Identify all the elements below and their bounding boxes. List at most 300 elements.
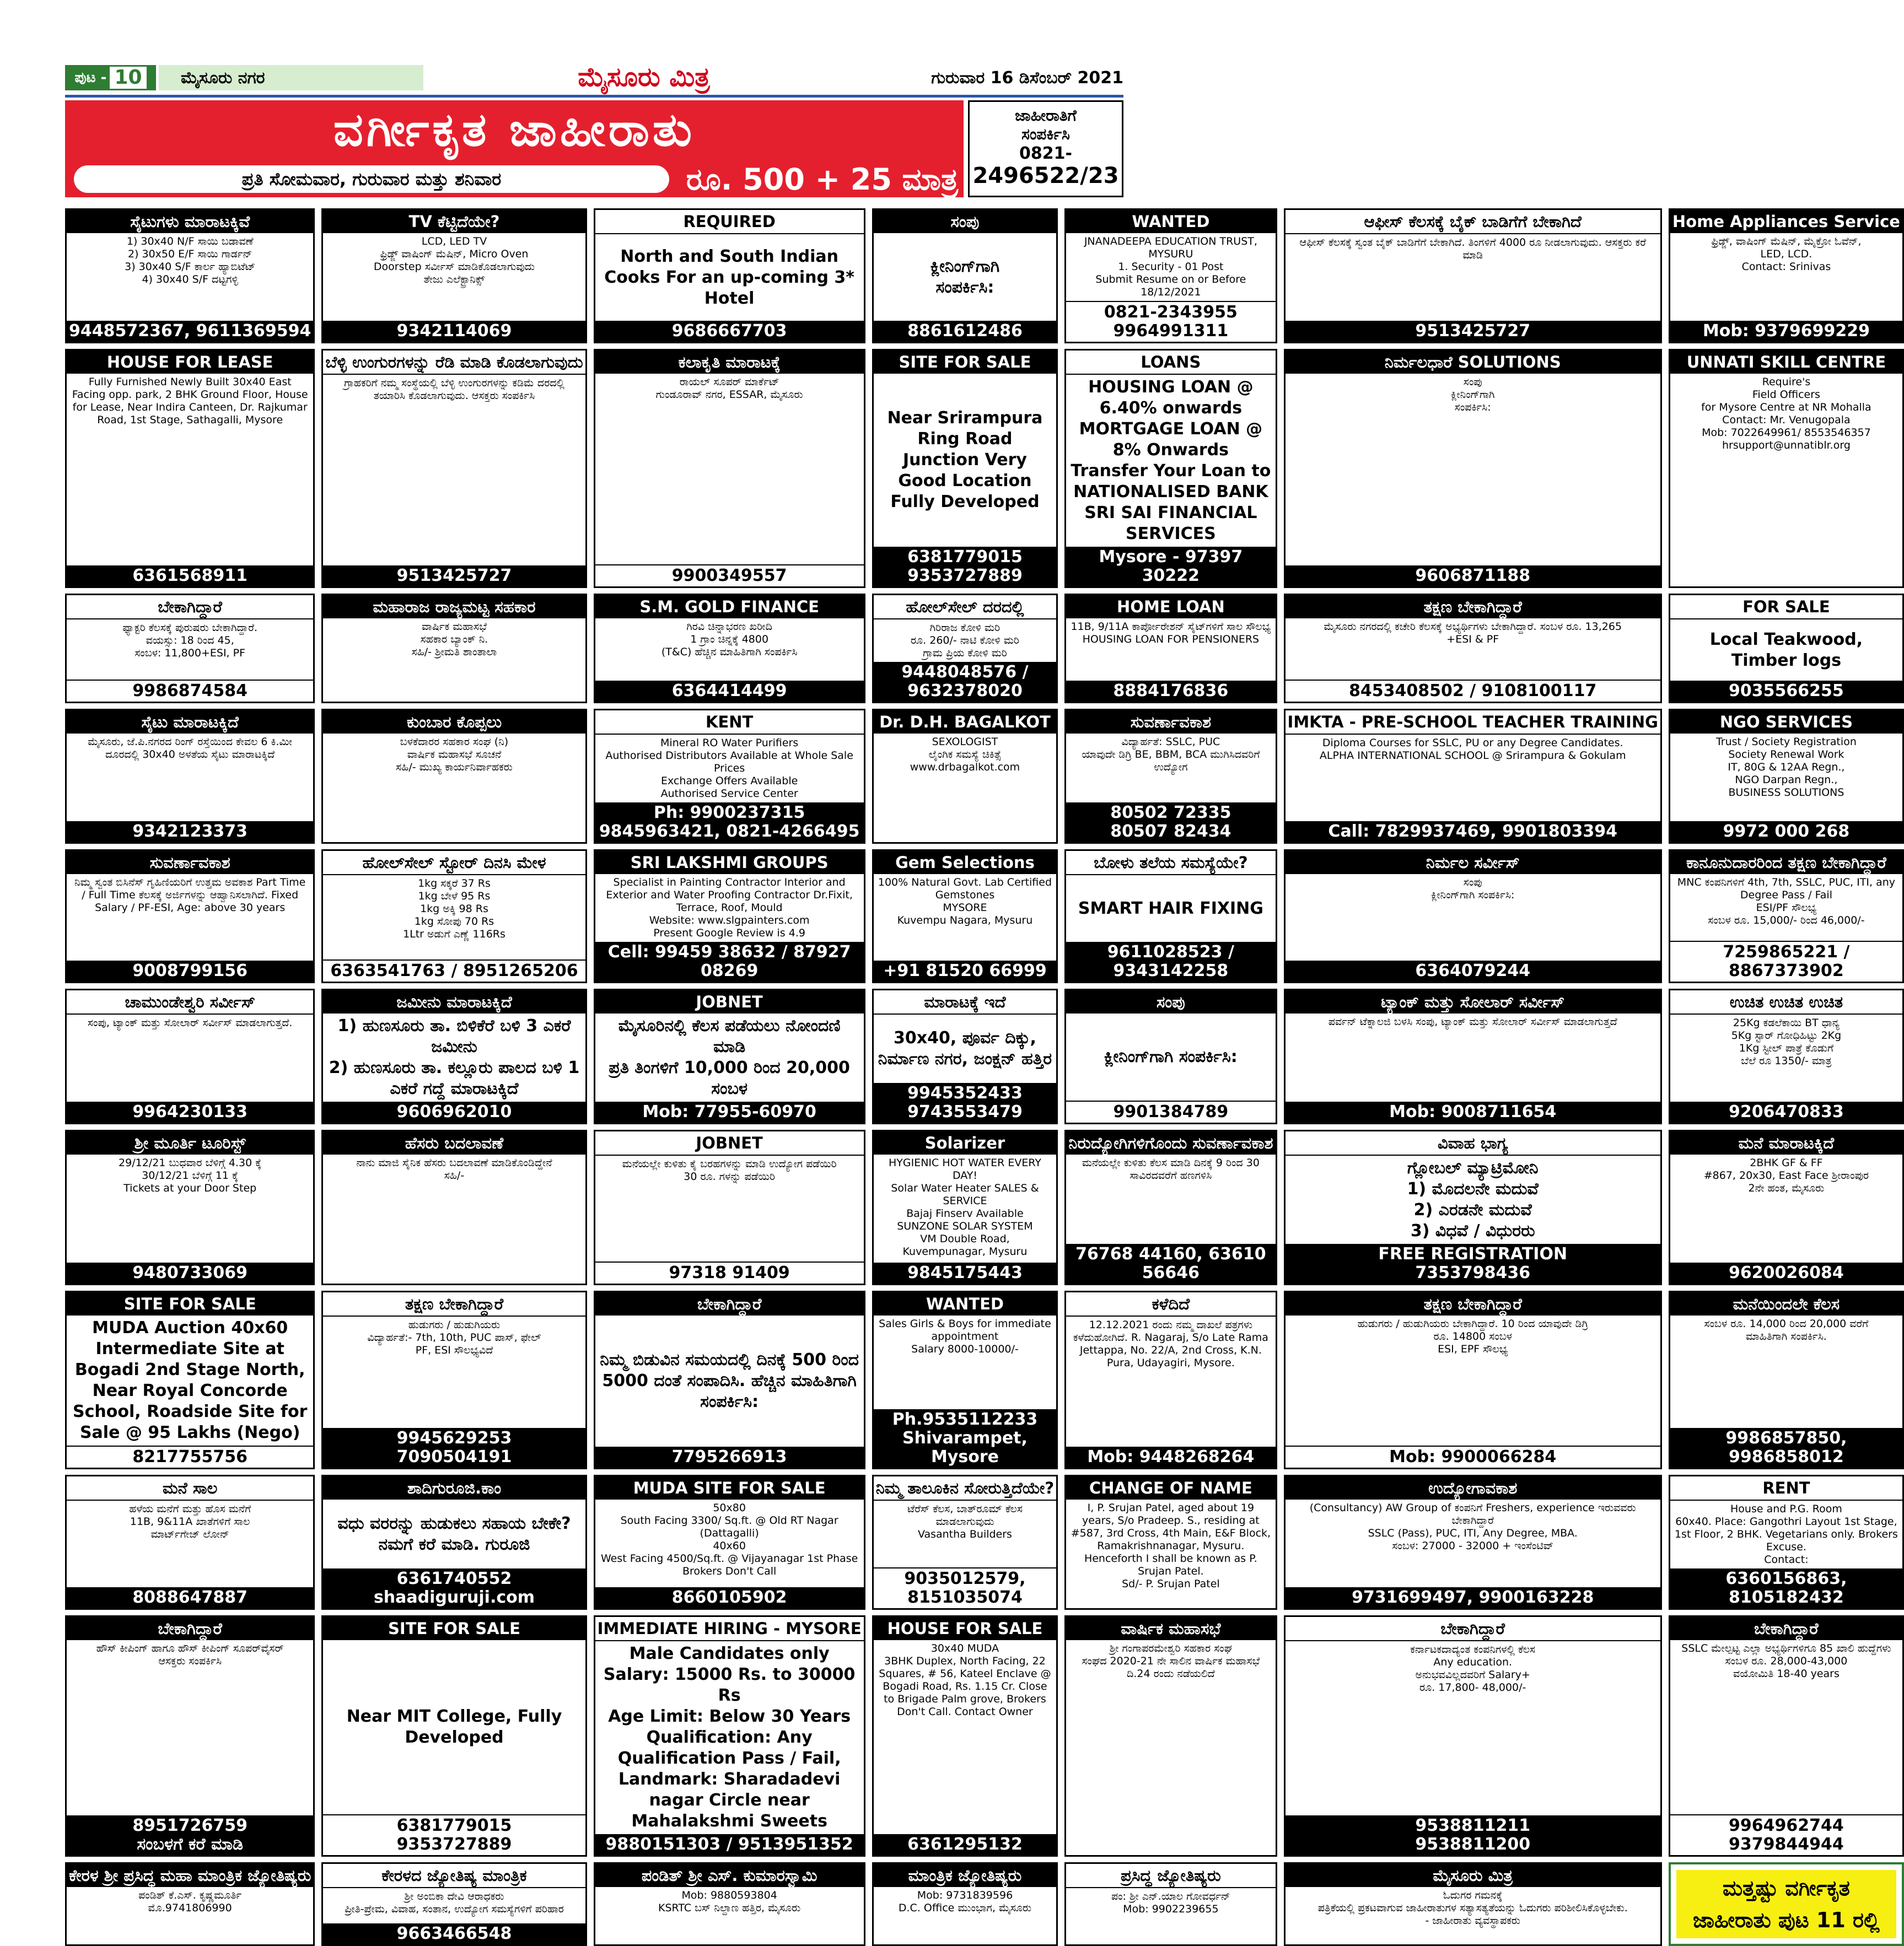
contact-phone: 2496522/23 [972, 163, 1119, 188]
ad-header: NGO SERVICES [1670, 710, 1902, 734]
ad-phone: Mob: 9379699229 [1670, 321, 1902, 342]
classified-ad [1064, 1615, 1277, 1857]
ad-header: SITE FOR SALE [874, 351, 1057, 374]
classified-ad [321, 1130, 587, 1285]
ad-body: ಕ್ಲೀನಿಂಗ್‌ಗಾಗಿ ಸಂಪರ್ಕಿಸಿ: [1104, 1047, 1238, 1066]
ad-body: 25Kg ಕಡಲೆಕಾಯಿ BT ಧಾನ್ಯ 5Kg ಸ್ಟಾರ್ ಗೋಧಿಹಿಟ್ಟು 2Kg 1Kg ಸ್ಟೀಲ್ ಪಾತ್ರೆ ಕೊಡುಗೆ ಬೆಲೆ ರೂ 1350/- ಮಾತ್ರ [1731, 1017, 1842, 1067]
classified-ad [872, 849, 1058, 983]
ad-header: Gem Selections [874, 851, 1057, 874]
ad-phone: 9606962010 [323, 1102, 585, 1123]
ad-header: ಬೇಕಾಗಿದ್ದಾರೆ [1286, 1617, 1660, 1641]
ad-header: Dr. D.H. BAGALKOT [874, 710, 1057, 734]
ad-phone: 9945629253 7090504191 [323, 1428, 585, 1468]
classifieds-banner [65, 100, 964, 197]
ad-body: ವಧು ವರರನ್ನು ಹುಡುಕಲು ಸಹಾಯ ಬೇಕೇ? ನಮಗೆ ಕರೆ ಮಾಡಿ. ಗುರೂಜಿ [337, 1513, 571, 1554]
ad-phone: 9538811211 9538811200 [1286, 1815, 1660, 1855]
ad-body: ಗಿರವಿ ಚಿನ್ನಾಭರಣ ಖರೀದಿ 1 ಗ್ರಾಂ ಚಿನ್ನಕ್ಕೆ 4800 (T&C) ಹೆಚ್ಚಿನ ಮಾಹಿತಿಗಾಗಿ ಸಂಪರ್ಕಿಸಿ [661, 621, 798, 658]
ad-phone: +91 81520 66999 [874, 961, 1057, 982]
ad-header: ವಾರ್ಷಿಕ ಮಹಾಸಭೆ [1066, 1617, 1275, 1640]
classified-ad [594, 1615, 865, 1857]
ad-body: ಗಿರಿರಾಜ ಕೋಳಿ ಮರಿ ರೂ. 260/- ನಾಟಿ ಕೋಳಿ ಮರಿ ಗ್ರಾಮ ಪ್ರಿಯ ಕೋಳಿ ಮರಿ [910, 622, 1019, 659]
classified-ad [594, 989, 865, 1124]
classified-ad [1669, 1130, 1904, 1285]
ad-body: 100% Natural Govt. Lab Certified Gemstones MYSORE Kuvempu Nagara, Mysuru [878, 876, 1052, 926]
ad-phone: 9880151303 / 9513951352 [595, 1834, 864, 1855]
ad-body: ಸಂಬಳ ರೂ. 14,000 ರಿಂದ 20,000 ವರೆಗೆ ಮಾಹಿತಿಗಾಗಿ ಸಂಪರ್ಕಿಸಿ. [1704, 1318, 1869, 1343]
ad-header: REQUIRED [595, 210, 864, 234]
ad-header: RENT [1670, 1476, 1902, 1501]
ad-header: TV ಕೆಟ್ಟಿದೆಯೇ? [323, 210, 585, 233]
ad-header: ತಕ್ಷಣ ಬೇಕಾಗಿದ್ದಾರೆ [1286, 595, 1660, 618]
ad-body: North and South Indian Cooks For an up-coming 3* Hotel [604, 246, 854, 308]
classified-ad [1284, 349, 1662, 588]
ad-body: (Consultancy) AW Group of ಕಂಪನಿಗೆ Freshers, experience ಇರುವವರು ಬೇಕಾಗಿದ್ದಾರೆ SSLC (Pass), PUC, ITI, Any Degree, MBA. ಸಂಬಳ: 27000 - 32000 + ಇಂಸೆಂಟಿವ್ [1309, 1502, 1636, 1552]
ad-body: Near Srirampura Ring Road Junction Very Good Location Fully Developed [887, 408, 1043, 511]
ad-header: ಮನೆಯಿಂದಲೇ ಕೆಲಸ [1670, 1292, 1902, 1316]
masthead-rule [65, 95, 1123, 98]
ad-body: ಆಫೀಸ್ ಕೆಲಸಕ್ಕೆ ಸ್ವಂತ ಬೈಕ್ ಬಾಡಿಗೆಗೆ ಬೇಕಾಗಿದೆ. ತಿಂಗಳಿಗೆ 4000 ರೂ ನೀಡಲಾಗುವುದು. ಆಸಕ್ತರು ಕರೆ ಮಾಡಿ [1299, 236, 1647, 261]
ad-body: Require's Field Officers for Mysore Centre at NR Mohalla Contact: Mr. Venugopala Mob: 7022649961/ 8553546357 hrsupport@unnatiblr.org [1701, 376, 1871, 451]
ad-phone: 9448572367, 9611369594 [67, 321, 313, 342]
ad-header: ಕುಂಬಾರ ಕೊಪ್ಪಲು [323, 710, 585, 734]
ad-header: ಹೋಲ್‌ಸೇಲ್ ದರದಲ್ಲಿ [874, 595, 1057, 619]
ad-body: House and P.G. Room 60x40. Place: Gangothri Layout 1st Stage, 1st Floor, 2 BHK. Vegetarians only. Brokers Excuse. Contact: [1674, 1503, 1898, 1566]
ad-phone: 8660105902 [595, 1587, 864, 1608]
classified-ad [1284, 709, 1662, 844]
ad-phone: 6361568911 [67, 565, 313, 586]
ad-header: SITE FOR SALE [67, 1292, 313, 1316]
page-number: 10 [110, 67, 146, 89]
ad-body: MNC ಕಂಪನಿಗಳಿಗೆ 4th, 7th, SSLC, PUC, ITI, any Degree Pass / Fail ESI/PF ಸೌಲಭ್ಯ ಸಂಬಳ ರೂ. 15,000/- ರಿಂದ 46,000/- [1677, 876, 1896, 926]
classified-ad [1284, 1862, 1662, 1946]
classified-ad [1064, 349, 1277, 588]
classified-ad [321, 1291, 587, 1469]
classified-ad [1284, 1615, 1662, 1857]
ad-body: ಓದುಗರ ಗಮನಕ್ಕೆ ಪತ್ರಿಕೆಯಲ್ಲಿ ಪ್ರಕಟವಾಗುವ ಜಾಹೀರಾತುಗಳ ಸತ್ಯಾಸತ್ಯತೆಯನ್ನು ಓದುಗರು ಪರಿಶೀಲಿಸಿಕೊಳ್ಳಬೇಕು. - ಜಾಹೀರಾತು ವ್ಯವಸ್ಥಾಪಕರು [1317, 1889, 1628, 1927]
ad-header: IMKTA - PRE-SCHOOL TEACHER TRAINING [1286, 710, 1660, 735]
classified-ad [1284, 1475, 1662, 1610]
classified-ad [1284, 849, 1662, 983]
ad-phone: 7259865221 / 8867373902 [1670, 941, 1902, 982]
ad-header: IMMEDIATE HIRING - MYSORE [595, 1617, 864, 1641]
ad-body: Mob: 9880593804 KSRTC ಬಸ್ ನಿಲ್ದಾಣ ಹತ್ತಿರ, ಮೈಸೂರು [658, 1889, 801, 1914]
classified-ad [872, 349, 1058, 588]
classified-ad [1669, 1475, 1904, 1610]
ad-body: ಹುಡುಗರು / ಹುಡುಗಿಯರು ವಿದ್ಯಾರ್ಹತೆ:- 7th, 10th, PUC ಪಾಸ್, ಫೇಲ್ PF, ESI ಸೌಲಭ್ಯವಿದೆ [367, 1319, 541, 1356]
ad-header: ಉಚಿತ ಉಚಿತ ಉಚಿತ [1670, 990, 1902, 1015]
ad-body: Sales Girls & Boys for immediate appointment Salary 8000-10000/- [879, 1318, 1051, 1355]
ad-phone: Ph: 9900237315 9845963421, 0821-4266495 [595, 802, 864, 842]
classified-ad [321, 1862, 587, 1946]
ad-body: ವಾರ್ಷಿಕ ಮಹಾಸಭೆ ಸಹಕಾರ ಬ್ಯಾಂಕ್ ನಿ. ಸಹಿ/- ಶ್ರೀಮತಿ ಶಾಂತಾಲಾ [411, 621, 497, 658]
classified-ad [1284, 989, 1662, 1124]
ad-phone: 9900349557 [595, 564, 864, 586]
ad-header: ಶಾದಿಗುರೂಜಿ.ಕಾಂ [323, 1476, 585, 1500]
ad-body: Diploma Courses for SSLC, PU or any Degree Candidates. ALPHA INTERNATIONAL SCHOOL @ Srirampura & Gokulam [1319, 737, 1626, 762]
ad-phone: 9611028523 / 9343142258 [1066, 942, 1275, 982]
ad-phone: 9206470833 [1670, 1102, 1902, 1123]
ad-header: ತಕ್ಷಣ ಬೇಕಾಗಿದ್ದಾರೆ [1286, 1292, 1660, 1316]
ad-body: I, P. Srujan Patel, aged about 19 years, S/o Pradeep. S., residing at #587, 3rd Cross, 4th Main, E&F Block, Ramakrishnanagar, Mysuru. Henceforth I shall be known as P. Srujan Patel. Sd/- P. Srujan Patel [1071, 1502, 1271, 1590]
ad-header: ಮೈಸೂರು ಮಿತ್ರ [1286, 1864, 1660, 1887]
ad-body: Near MIT College, Fully Developed [346, 1707, 562, 1747]
ad-phone: Mysore - 97397 30222 [1066, 547, 1275, 586]
ad-body: 30x40, ಪೂರ್ವ ದಿಕ್ಕು, ನಿರ್ಮಾಣ ನಗರ, ಜಂಕ್ಷನ್ ಹತ್ತಿರ [878, 1028, 1052, 1069]
ad-phone: 9448048576 / 9632378020 [874, 662, 1057, 702]
classified-ad [872, 594, 1058, 703]
ad-header: ನಿರುದ್ಯೋಗಿಗಳಿಗೊಂದು ಸುವರ್ಣಾವಕಾಶ [1066, 1131, 1275, 1155]
classified-ad [594, 208, 865, 343]
classified-ad [594, 1291, 865, 1469]
ad-header: ಬೇಕಾಗಿದ್ದಾರೆ [67, 1617, 313, 1640]
ad-header: ಜಮೀನು ಮಾರಾಟಕ್ಕಿದೆ [323, 990, 585, 1014]
classified-ad [321, 349, 587, 588]
ad-header: S.M. GOLD FINANCE [595, 595, 864, 618]
ad-header: ಕಾನೂನುದಾರರಿಂದ ತಕ್ಷಣ ಬೇಕಾಗಿದ್ದಾರೆ [1670, 851, 1902, 874]
ad-header: ವಿವಾಹ ಭಾಗ್ಯ [1286, 1131, 1660, 1156]
issue-date: ಗುರುವಾರ 16 ಡಿಸೆಂಬರ್ 2021 [931, 68, 1123, 88]
ad-body: ಟೆರೆಸ್ ಕೆಲಸ, ಬಾತ್‌ರೂಮ್ ಕೆಲಸ ಮಾಡಲಾಗುವುದು Vasantha Builders [907, 1503, 1023, 1540]
ad-header: ಕಲಾಕೃತಿ ಮಾರಾಟಕ್ಕೆ [595, 351, 864, 374]
ad-header: KENT [595, 710, 864, 735]
classified-ad [872, 709, 1058, 844]
ad-body: LCD, LED TV ಫ್ರಿಡ್ಜ್ ವಾಷಿಂಗ್ ಮೆಷಿನ್, Micro Oven Doorstep ಸರ್ವೀಸ್ ಮಾಡಿಕೊಡಲಾಗುವುದು ತೇಜು ಎಲೆಕ್ಟ್ರಾನಿಕ್ಸ್ [373, 235, 535, 285]
ad-body: 1) ಹುಣಸೂರು ತಾ. ಬಿಳಿಕೆರೆ ಬಳಿ 3 ಎಕರೆ ಜಮೀನು 2) ಹುಣಸೂರು ತಾ. ಕಲ್ಲೂರು ಪಾಲದ ಬಳಿ 1 ಎಕರೆ ಗದ್ದೆ ಮಾರಾಟಕ್ಕಿದೆ [329, 1016, 580, 1098]
ad-header: ಬೇಕಾಗಿದ್ದಾರೆ [1670, 1617, 1902, 1640]
classified-ad [594, 349, 865, 588]
ad-header: ಪಂಡಿತ್ ಶ್ರೀ ಎಸ್. ಕುಮಾರಸ್ವಾಮಿ [595, 1864, 864, 1887]
ad-phone: 9513425727 [323, 565, 585, 586]
ad-phone: Ph.9535112233 Shivarampet, Mysore [874, 1409, 1057, 1468]
classified-ad [1064, 208, 1277, 343]
ad-body: ಹುಡುಗರು / ಹುಡುಗಿಯರು ಬೇಕಾಗಿದ್ದಾರೆ. 10 ರಿಂದ ಯಾವುದೇ ಡಿಗ್ರಿ ರೂ. 14800 ಸಂಬಳ ESI, EPF ಸೌಲಭ್ಯ [1357, 1318, 1588, 1355]
classified-ad [872, 989, 1058, 1124]
ad-phone: 7795266913 [595, 1447, 864, 1468]
ad-body: ಫ್ರಿಡ್ಜ್, ವಾಷಿಂಗ್ ಮೆಷಿನ್, ಮೈಕ್ರೋ ಓವೆನ್, LED, LCD. Contact: Srinivas [1711, 235, 1862, 273]
ad-body: ಗ್ರಾಹಕರಿಗೆ ನಮ್ಮ ಸಂಸ್ಥೆಯಲ್ಲಿ ಬೆಳ್ಳಿ ಉಂಗುರಗಳನ್ನು ಕಡಿಮೆ ದರದಲ್ಲಿ ತಯಾರಿಸಿ ಕೊಡಲಾಗುವುದು. ಆಸಕ್ತರು ಸಂಪರ್ಕಿಸಿ [344, 377, 564, 402]
ad-body: ಮನೆಯಲ್ಲೇ ಕುಳಿತು ಕೈ ಬರಹಗಳನ್ನು ಮಾಡಿ ಉದ್ಯೋಗ ಪಡೆಯಿರಿ 30 ರೂ. ಗಳನ್ನು ಪಡೆಯಿರಿ [622, 1158, 837, 1183]
ad-phone: 9964962744 9379844944 [1670, 1814, 1902, 1855]
ad-body: ಶ್ರೀ ಗಂಗಾಪರಮೇಶ್ವರಿ ಸಹಕಾರ ಸಂಘ ಸಂಘದ 2020-21 ನೇ ಸಾಲಿನ ವಾರ್ಷಿಕ ಮಹಾಸಭೆ ದಿ.24 ರಂದು ನಡೆಯಲಿದೆ [1082, 1642, 1260, 1680]
ad-header: ಚಾಮುಂಡೇಶ್ವರಿ ಸರ್ವೀಸ್ [67, 990, 313, 1015]
ad-header: ಹೋಲ್‌ಸೇಲ್ ಸ್ಟೋರ್ ದಿನಸಿ ಮೇಳ [323, 851, 585, 875]
ad-header: CHANGE OF NAME [1066, 1476, 1275, 1500]
ad-phone: 9972 000 268 [1670, 821, 1902, 842]
banner-price: ರೂ. 500 + 25 ಮಾತ್ರ [686, 162, 958, 197]
ad-phone: 9342123373 [67, 821, 313, 842]
ad-body: ನಿಮ್ಮ ಬಿಡುವಿನ ಸಮಯದಲ್ಲಿ ದಿನಕ್ಕೆ 500 ರಿಂದ 5000 ದಂತೆ ಸಂಪಾದಿಸಿ. ಹೆಚ್ಚಿನ ಮಾಹಿತಿಗಾಗಿ ಸಂಪರ್ಕಿಸಿ: [600, 1350, 859, 1411]
classified-ads-grid [65, 208, 1900, 1943]
ad-header: ತಕ್ಷಣ ಬೇಕಾಗಿದ್ದಾರೆ [323, 1292, 585, 1317]
ad-phone: 8951726759 ಸಂಬಳಗೆ ಕರೆ ಮಾಡಿ [67, 1815, 313, 1855]
ad-phone: 9686667703 [595, 321, 864, 342]
ad-header: ಮಾರಾಟಕ್ಕೆ ಇದೆ [874, 990, 1057, 1015]
ad-body: ನಿಮ್ಮ ಸ್ವಂತ ಬಿಸಿನೆಸ್ ಗೃಹಿಣಿಯರಿಗೆ ಉತ್ತಮ ಅವಕಾಶ Part Time / Full Time ಕೆಲಸಕ್ಕೆ ಅರ್ಜಿಗಳನ್ನು ಆಹ್ವಾನಿಸಲಾಗಿದೆ. Fixed Salary / PF-ESI, Age: above 30 years [74, 876, 306, 914]
ad-header: ಸಂಪು [874, 210, 1057, 233]
ad-phone: 9663466548 [323, 1923, 585, 1944]
ad-phone: 9964230133 [67, 1102, 313, 1123]
page-prefix: ಪುಟ - [74, 69, 107, 86]
classified-ad [1284, 1130, 1662, 1285]
ad-body: ಶ್ರೀ ಅಂಬಿಕಾ ದೇವಿ ಆರಾಧಕರು ಪ್ರೀತಿ-ಪ್ರೇಮ, ವಿವಾಹ, ಸಂತಾನ, ಉದ್ಯೋಗ ಸಮಸ್ಯೆಗಳಿಗೆ ಪರಿಹಾರ [345, 1890, 564, 1915]
ad-header: ಆಫೀಸ್ ಕೆಲಸಕ್ಕೆ ಬೈಕ್ ಬಾಡಿಗೆಗೆ ಬೇಕಾಗಿದೆ [1286, 210, 1660, 234]
classified-ad [1064, 849, 1277, 983]
ad-header: ಬೆಳ್ಳಿ ಉಂಗುರಗಳನ್ನು ರೆಡಿ ಮಾಡಿ ಕೊಡಲಾಗುವುದು [323, 351, 585, 375]
classified-ad [321, 989, 587, 1124]
ad-header: ಹೆಸರು ಬದಲಾವಣೆ [323, 1131, 585, 1155]
ad-header: ಬೇಕಾಗಿದ್ದಾರೆ [67, 595, 313, 619]
ad-phone: 6361295132 [874, 1834, 1057, 1855]
ad-contact-box [968, 100, 1123, 197]
ad-phone: Mob: 9900066284 [1286, 1446, 1660, 1468]
ad-phone: 6360156863, 8105182432 [1670, 1568, 1902, 1608]
ad-phone: 0821-2343955 9964991311 [1066, 301, 1275, 342]
ad-body: ವಿದ್ಯಾರ್ಹತೆ: SSLC, PUC ಯಾವುದೇ ಡಿಗ್ರಿ BE, BBM, BCA ಮುಗಿಸಿದವರಿಗೆ ಉದ್ಯೋಗ [1082, 736, 1260, 773]
ad-header: FOR SALE [1670, 595, 1902, 619]
ad-body: SMART HAIR FIXING [1078, 898, 1263, 918]
ad-body: Mob: 9731839596 D.C. Office ಮುಂಭಾಗ, ಮೈಸೂರು [898, 1889, 1032, 1914]
classified-ad [65, 989, 315, 1124]
ad-header: ಬೋಳು ತಲೆಯ ಸಮಸ್ಯೆಯೇ? [1066, 851, 1275, 875]
ad-header: ಉದ್ಯೋಗಾವಕಾಶ [1286, 1476, 1660, 1500]
ad-header: SITE FOR SALE [323, 1617, 585, 1640]
classified-ad [1064, 1291, 1277, 1469]
ad-header: ಮಹಾರಾಜ ರಾಜ್ಯಮಟ್ಟ ಸಹಕಾರ [323, 595, 585, 618]
ad-header: Home Appliances Service [1670, 210, 1902, 233]
classified-ad [594, 1475, 865, 1610]
ad-header: HOME LOAN [1066, 595, 1275, 618]
ad-body: ಬಳಕೆದಾರರ ಸಹಕಾರ ಸಂಘ (ನಿ) ವಾರ್ಷಿಕ ಮಹಾಸಭೆ ಸೂಚನೆ ಸಹಿ/- ಮುಖ್ಯ ಕಾರ್ಯನಿರ್ವಾಹಕರು [396, 736, 513, 773]
classified-ad [1669, 849, 1904, 983]
classified-ad [594, 849, 865, 983]
classified-ad [872, 1291, 1058, 1469]
classified-ad [872, 1615, 1058, 1857]
ad-header: MUDA SITE FOR SALE [595, 1476, 864, 1500]
classified-ad [872, 208, 1058, 343]
classified-ad [1669, 1862, 1904, 1946]
ad-phone: Mob: 9448268264 [1066, 1447, 1275, 1468]
ad-body: SSLC ಮೇಲ್ಪಟ್ಟ ಎಲ್ಲಾ ಅಭ್ಯರ್ಥಿಗಳಿಗೂ 85 ಖಾಲಿ ಹುದ್ದೆಗಳು ಸಂಬಳ ರೂ. 28,000-43,000 ವಯೋಮಿತಿ 18-40 years [1681, 1642, 1891, 1680]
ad-phone: 9986874584 [67, 680, 313, 702]
ad-phone: 6381779015 9353727889 [874, 547, 1057, 586]
ad-body: HYGIENIC HOT WATER EVERY DAY! Solar Water Heater SALES & SERVICE Bajaj Finserv Available SUNZONE SOLAR SYSTEM VM Double Road, Kuvempunagar, Mysuru [888, 1157, 1041, 1258]
ad-phone: 9480733069 [67, 1263, 313, 1284]
classified-ad [321, 594, 587, 703]
classified-ad [1669, 349, 1904, 588]
city-label: ಮೈಸೂರು ನಗರ [159, 65, 423, 90]
classified-ad [1284, 208, 1662, 343]
classified-ad [65, 1862, 315, 1946]
ad-body: SEXOLOGIST ಲೈಂಗಿಕ ಸಮಸ್ಯೆ ಚಿಕಿತ್ಸೆ www.drbagalkot.com [910, 736, 1020, 773]
ad-body: Fully Furnished Newly Built 30x40 East Facing opp. park, 2 BHK Ground Floor, House for Lease, Near Indira Canteen, Dr. Rajkumar Road, 1st Stage, Sathagalli, Mysore [72, 376, 308, 426]
contact-line-1: ಜಾಹೀರಾತಿಗೆ [1015, 106, 1077, 125]
ad-body: 29/12/21 ಬುಧವಾರ ಬೆಳಿಗ್ಗೆ 4.30 ಕ್ಕೆ 30/12/21 ಬೆಳಿಗ್ಗೆ 11 ಕ್ಕೆ Tickets at your Door Step [119, 1157, 262, 1194]
ad-phone: 9620026084 [1670, 1263, 1902, 1284]
ad-phone: 9731699497, 9900163228 [1286, 1587, 1660, 1608]
classified-ad [1064, 709, 1277, 844]
ad-body: HOUSING LOAN @ 6.40% onwards MORTGAGE LOAN @ 8% Onwards Transfer Your Loan to NATIONALISED BANK SRI SAI FINANCIAL SERVICES [1071, 378, 1271, 543]
ad-phone: FREE REGISTRATION 7353798436 [1286, 1244, 1660, 1284]
classified-ad [65, 1130, 315, 1285]
ad-body: 1) 30x40 N/F ಸಾಯಿ ಬಡಾವಣೆ 2) 30x50 E/F ಸಾಯಿ ಗಾರ್ಡನ್ 3) 30x40 S/F ಕಾರ್ಲ ಹ್ಯಾಬಿಟೆಟ್ 4) 30x40 S/F ದಟ್ಟಗಳ್ಳಿ [125, 235, 256, 285]
ad-phone: 9845175443 [874, 1263, 1057, 1284]
classified-ad [1064, 594, 1277, 703]
ad-body: 30x40 MUDA 3BHK Duplex, North Facing, 22 Squares, # 56, Kateel Enclave @ Bogadi Road, Rs. 1.15 Cr. Close to Brigade Palm grove, Brokers Don't Call. Contact Owner [879, 1642, 1051, 1718]
classified-ad [1284, 594, 1662, 703]
ad-body: ಮೈಸೂರು ನಗರದಲ್ಲಿ ಕಚೇರಿ ಕೆಲಸಕ್ಕೆ ಅಭ್ಯರ್ಥಿಗಳು ಬೇಕಾಗಿದ್ದಾರೆ. ಸಂಬಳ ರೂ. 13,265 +ESI & PF [1324, 621, 1622, 645]
ad-phone: 80502 72335 80507 82434 [1066, 802, 1275, 842]
ad-body: Mineral RO Water Purifiers Authorised Distributors Available at Whole Sale Prices Exchange Offers Available Authorised Service Center [605, 737, 853, 800]
classified-ad [1064, 989, 1277, 1124]
classified-ad [594, 594, 865, 703]
ad-body: Male Candidates only Salary: 15000 Rs. to 30000 Rs Age Limit: Below 30 Years Qualification: Any Qualification Pass / Fail, Landmark: Sharadadevi nagar Circle near Mahalakshmi Sweets [603, 1644, 856, 1831]
ad-header: ಕೇರಳದ ಜ್ಯೋತಿಷ್ಯ ಮಾಂತ್ರಿಕ [323, 1864, 585, 1888]
ad-header: ಮನೆ ಮಾರಾಟಕ್ಕಿದೆ [1670, 1131, 1902, 1155]
ad-phone: 6381779015 9353727889 [323, 1814, 585, 1855]
classified-ad [65, 1615, 315, 1857]
ad-phone: 9986857850, 9986858012 [1670, 1428, 1902, 1468]
ad-body: ಮನೆಯಲ್ಲೇ ಕುಳಿತು ಕೆಲಸ ಮಾಡಿ ದಿನಕ್ಕೆ 9 ರಿಂದ 30 ಸಾವಿರದವರೆಗೆ ಹಣಗಳಿಸಿ [1082, 1157, 1260, 1182]
ad-body: Local Teakwood, Timber logs [1709, 629, 1863, 670]
classified-ad [65, 349, 315, 588]
classified-ad [1064, 1862, 1277, 1946]
ad-body: Specialist in Painting Contractor Interior and Exterior and Water Proofing Contractor Dr.Fixit, Terrace, Roof, Mould Website: www.slgpainters.com Present Google Review is 4.9 [606, 876, 853, 939]
classified-ad [872, 1862, 1058, 1946]
classified-ad [1669, 1291, 1904, 1469]
classified-ad [1669, 208, 1904, 343]
classified-ad [65, 709, 315, 844]
banner-subtitle: ಪ್ರತಿ ಸೋಮವಾರ, ಗುರುವಾರ ಮತ್ತು ಶನಿವಾರ [74, 165, 669, 193]
masthead [65, 61, 1123, 94]
ad-phone: 8088647887 [67, 1587, 313, 1608]
ad-body: ಫ್ಯಾಕ್ಟರಿ ಕೆಲಸಕ್ಕೆ ಪುರುಷರು ಬೇಕಾಗಿದ್ದಾರೆ. ವಯಸ್ಸು: 18 ರಿಂದ 45, ಸಂಬಳ: 11,800+ESI, PF [122, 622, 258, 659]
ad-header: JOBNET [595, 990, 864, 1014]
ad-header: ಸುವರ್ಣಾವಕಾಶ [67, 851, 313, 874]
ad-body: MUDA Auction 40x60 Intermediate Site at Bogadi 2nd Stage North, Near Royal Concorde School, Roadside Site for Sale @ 95 Lakhs (Nego) [72, 1318, 308, 1442]
ad-body: ಸಂಪು ಕ್ಲೀನಿಂಗ್‌ಗಾಗಿ ಸಂಪರ್ಕಿಸಿ: [1451, 376, 1495, 413]
ad-body: 1kg ಸಕ್ಕರೆ 37 Rs 1kg ಬೇಳೆ 95 Rs 1kg ಅಕ್ಕಿ 98 Rs 1kg ಸೋಪು 70 Rs 1Ltr ಅಡುಗೆ ಎಣ್ಣೆ 116Rs [403, 877, 505, 940]
ad-body: ಸಂಪು, ಟ್ಯಾಂಕ್ ಮತ್ತು ಸೋಲಾರ್ ಸರ್ವೀಸ್ ಮಾಡಲಾಗುತ್ತದೆ. [87, 1017, 293, 1029]
ad-header: ಟ್ಯಾಂಕ್ ಮತ್ತು ಸೋಲಾರ್ ಸರ್ವೀಸ್ [1286, 990, 1660, 1014]
ad-header: ಸೈಟುಗಳು ಮಾರಾಟಕ್ಕಿವೆ [67, 210, 313, 233]
ad-body: ಕರ್ನಾಟಕದಾದ್ಯಂತ ಕಂಪನಿಗಳಲ್ಲಿ ಕೆಲಸ Any education. ಅನುಭವವಿಲ್ಲದವರಿಗೆ Salary+ ರೂ. 17,800- 48,000/- [1410, 1643, 1536, 1694]
ad-body: ಹೌಸ್ ಕೀಪಿಂಗ್ ಹಾಗೂ ಹೌಸ್ ಕೀಪಿಂಗ್ ಸೂಪರ್‌ವೈಸರ್ ಆಸಕ್ತರು ಸಂಪರ್ಕಿಸಿ [96, 1642, 284, 1667]
ad-header: HOUSE FOR SALE [874, 1617, 1057, 1640]
ad-header: ಕಳೆದಿದೆ [1066, 1292, 1275, 1317]
paper-name: ಮೈಸೂರು ಮಿತ್ರ [578, 61, 710, 93]
page-number-label [65, 65, 156, 90]
ad-header: ಸುವರ್ಣಾವಕಾಶ [1066, 710, 1275, 734]
classified-ad [594, 1862, 865, 1946]
classified-ad [65, 849, 315, 983]
classified-ad [65, 208, 315, 343]
ad-body: ಮೈಸೂರಿನಲ್ಲಿ ಕೆಲಸ ಪಡೆಯಲು ನೋಂದಣಿ ಮಾಡಿ ಪ್ರತಿ ತಿಂಗಳಿಗೆ 10,000 ರಿಂದ 20,000 ಸಂಬಳ [609, 1016, 850, 1098]
ad-header: ಮಾಂತ್ರಿಕ ಜ್ಯೋತಿಷ್ಯರು [874, 1864, 1057, 1887]
ad-body: ಗ್ಲೋಬಲ್ ಮ್ಯಾಟ್ರಿಮೋನಿ 1) ಮೊದಲನೇ ಮದುವೆ 2) ಎರಡನೇ ಮದುವೆ 3) ವಿಧವೆ / ವಿಧುರರು [1407, 1158, 1539, 1241]
ad-body: 11B, 9/11A ಕಾರ್ಪೋರೇಶನ್ ಸೈಟ್‌ಗಳಿಗೆ ಸಾಲ ಸೌಲಭ್ಯ HOUSING LOAN FOR PENSIONERS [1071, 621, 1271, 645]
ad-body: ಪಂ: ಶ್ರೀ ಎನ್.ಯಾಲ ಗೋವರ್ಧನ್ Mob: 9902239655 [1111, 1890, 1230, 1915]
ad-header: ಸೈಟು ಮಾರಾಟಕ್ಕಿದೆ [67, 710, 313, 734]
ad-header: JOBNET [595, 1131, 864, 1156]
ad-phone: 6361740552 shaadiguruji.com [323, 1568, 585, 1608]
ad-body: 2BHK GF & FF #867, 20x30, East Face ಶ್ರೀರಾಂಪುರ 2ನೇ ಹಂತ, ಮೈಸೂರು [1703, 1157, 1869, 1194]
ad-header: ಪ್ರಸಿದ್ಧ ಜ್ಯೋತಿಷ್ಯರು [1066, 1864, 1275, 1888]
ad-header: HOUSE FOR LEASE [67, 351, 313, 374]
ad-phone: 9008799156 [67, 961, 313, 982]
ad-header: SRI LAKSHMI GROUPS [595, 851, 864, 874]
ad-phone: 97318 91409 [595, 1262, 864, 1284]
ad-phone: 6364079244 [1286, 961, 1660, 982]
ad-body: ನಾನು ಮಾಜಿ ಸೈನಿಕ ಹೆಸರು ಬದಲಾವಣೆ ಮಾಡಿಕೊಂಡಿದ್ದೇನೆ ಸಹಿ/- [356, 1157, 552, 1182]
ad-header: ನಿರ್ಮಲಧಾರೆ SOLUTIONS [1286, 351, 1660, 374]
contact-line-2: ಸಂಪರ್ಕಿಸಿ [1021, 125, 1070, 143]
classified-ad [1669, 594, 1904, 703]
ad-phone: 8861612486 [874, 321, 1057, 342]
classified-ad [594, 1130, 865, 1285]
ad-body: ಕ್ಲೀನಿಂಗ್‌ಗಾಗಿ ಸಂಪರ್ಕಿಸಿ: [930, 256, 1000, 297]
ad-phone: 6363541763 / 8951265206 [323, 959, 585, 982]
ad-body: ಹಳೆಯ ಮನೆಗೆ ಮತ್ತು ಹೊಸ ಮನೆಗೆ 11B, 9&11A ಖಾತೆಗಳಿಗೆ ಸಾಲ ಮಾರ್ಟ್‌ಗೇಜ್ ಲೋನ್ [129, 1503, 251, 1540]
classified-ad [1064, 1475, 1277, 1610]
contact-line-3: 0821- [1019, 144, 1072, 163]
ad-header: ಸಂಪು [1066, 990, 1275, 1014]
ad-phone: Call: 7829937469, 9901803394 [1286, 821, 1660, 842]
ad-header: ಕೇರಳ ಶ್ರೀ ಪ್ರಸಿದ್ಧ ಮಹಾ ಮಾಂತ್ರಿಕ ಜ್ಯೋತಿಷ್ಯರು [67, 1864, 313, 1887]
classified-ad [1284, 1291, 1662, 1469]
ad-header: ಮನೆ ಸಾಲ [67, 1476, 313, 1501]
ad-phone: Mob: 9008711654 [1286, 1102, 1660, 1123]
ad-header: ನಿರ್ಮಲ ಸರ್ವೀಸ್ [1286, 851, 1660, 874]
ad-phone: 6364414499 [595, 681, 864, 702]
ad-phone: 9342114069 [323, 321, 585, 342]
ad-phone: 8884176836 [1066, 681, 1275, 702]
classified-ad [1669, 1615, 1904, 1857]
banner-title: ವರ್ಗೀಕೃತ ಜಾಹೀರಾತು [333, 103, 696, 157]
ad-body: ಪರ್ವನ್ ಟೆಕ್ನಾಲಜಿ ಬಳಸಿ ಸಂಪು, ಟ್ಯಾಂಕ್ ಮತ್ತು ಸೋಲಾರ್ ಸರ್ವೀಸ್ ಮಾಡಲಾಗುತ್ತದೆ [1328, 1016, 1617, 1028]
ad-body: 12.12.2021 ರಂದು ನಮ್ಮ ದಾಖಲೆ ಪತ್ರಗಳು ಕಳೆದುಹೋಗಿದೆ. R. Nagaraj, S/o Late Rama Jettappa, No. 22/A, 2nd Cross, K.N. Pura, Udayagiri, Mysore. [1073, 1319, 1268, 1369]
ad-header: Solarizer [874, 1131, 1057, 1155]
ad-header: UNNATI SKILL CENTRE [1670, 351, 1902, 374]
classified-ad [594, 709, 865, 844]
ad-header: WANTED [1066, 210, 1275, 233]
ad-body: 50x80 South Facing 3300/ Sq.ft. @ Old RT Nagar (Dattagalli) 40x60 West Facing 4500/Sq.ft. @ Vijayanagar 1st Phase Brokers Don't Call [600, 1502, 858, 1577]
ad-body: ರಾಯಲ್ ಸೂಪರ್ ಮಾರ್ಕೆಟ್ ಗುಂಡೂರಾವ್ ನಗರ, ESSAR, ಮೈಸೂರು [655, 376, 803, 401]
ad-header: LOANS [1066, 351, 1275, 375]
ad-phone: 8217755756 [67, 1446, 313, 1468]
ad-phone: 9945352433 9743553479 [874, 1083, 1057, 1123]
ad-phone: 9901384789 [1066, 1101, 1275, 1123]
classified-ad [321, 1475, 587, 1610]
ad-header: ಬೇಕಾಗಿದ್ದಾರೆ [595, 1292, 864, 1316]
ad-header: WANTED [874, 1292, 1057, 1316]
ad-phone: 8453408502 / 9108100117 [1286, 680, 1660, 702]
ad-body: ಪಂಡಿತ್ ಕೆ.ಎಸ್. ಕೃಷ್ಣಮೂರ್ತಿ ಮೊ.9741806990 [138, 1889, 242, 1914]
classified-ad [1669, 989, 1904, 1124]
ad-phone: 9513425727 [1286, 321, 1660, 342]
classified-ad [321, 1615, 587, 1857]
ad-body: ಮತ್ತಷ್ಟು ವರ್ಗೀಕೃತ ಜಾಹೀರಾತು ಪುಟ 11 ರಲ್ಲಿ [1676, 1870, 1896, 1938]
classified-ad [1064, 1130, 1277, 1285]
classified-ad [321, 208, 587, 343]
ad-header: ನಿಮ್ಮ ತಾಲೂಕಿನ ಸೋರುತ್ತಿದೆಯೇ? [874, 1476, 1057, 1501]
classified-ad [1669, 709, 1904, 844]
ad-body: JNANADEEPA EDUCATION TRUST, MYSURU 1. Security - 01 Post Submit Resume on or Before 18/12/2021 [1084, 235, 1257, 298]
classified-ad [65, 594, 315, 703]
classified-ad [872, 1475, 1058, 1610]
classified-ad [872, 1130, 1058, 1285]
ad-phone: 9035566255 [1670, 681, 1902, 702]
ad-phone: 9606871188 [1286, 565, 1660, 586]
